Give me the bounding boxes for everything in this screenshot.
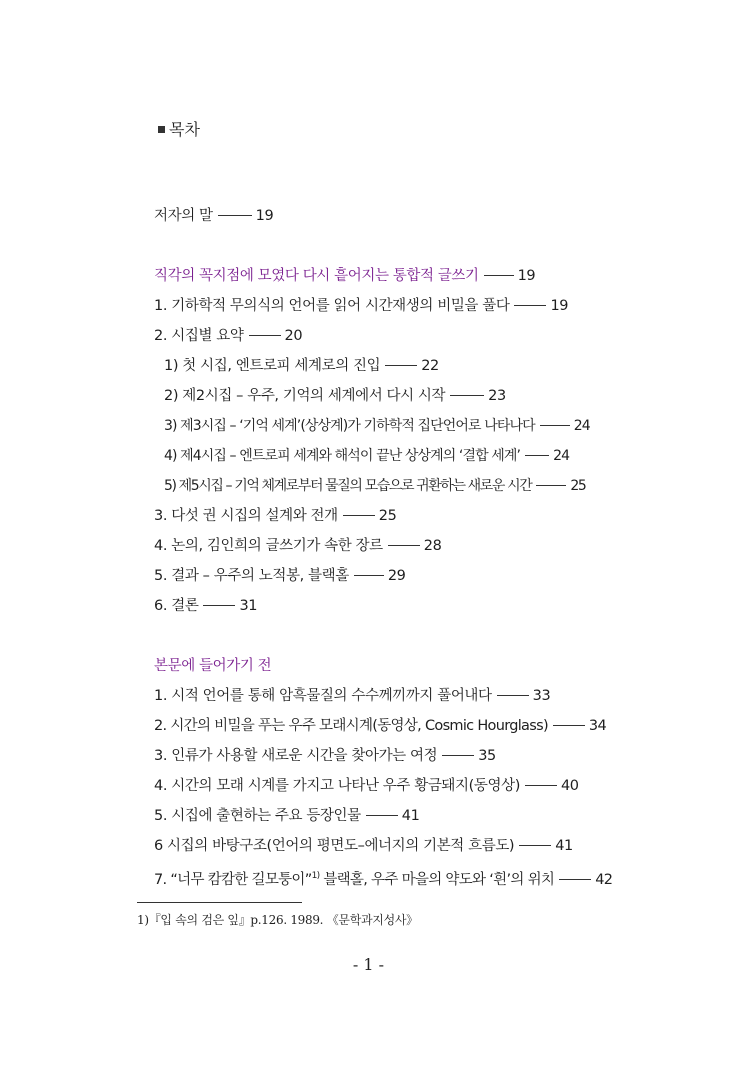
toc-entry-page: 24	[573, 418, 590, 434]
toc-section-text: 직각의 꼭지점에 모였다 다시 흩어지는 통합적 글쓰기	[154, 268, 479, 284]
toc-entry-text: 1. 시적 언어를 통해 암흑물질의 수수께끼까지 풀어내다	[154, 688, 492, 704]
toc-entry	[154, 536, 441, 556]
toc-entry-page: 42	[595, 872, 613, 888]
toc-entry	[154, 866, 612, 890]
toc-entry	[164, 476, 585, 496]
leader-line	[354, 575, 384, 576]
toc-entry	[154, 746, 496, 766]
toc-entry-page: 25	[378, 508, 397, 524]
toc-entry	[154, 326, 302, 346]
toc-entry	[154, 836, 573, 856]
leader-line	[343, 515, 375, 516]
toc-section	[154, 656, 271, 676]
toc-entry-page: 19	[550, 298, 569, 314]
page-number: - 1 -	[352, 955, 385, 974]
toc-section-text: 본문에 들어가기 전	[154, 658, 272, 674]
leader-line	[497, 695, 529, 696]
toc-entry	[154, 716, 606, 736]
toc-entry-text: 7. “너무 캄캄한 길모퉁이”	[154, 872, 312, 888]
toc-entry-page: 35	[478, 748, 496, 764]
footnote: 1)『입 속의 검은 잎』p.126. 1989. 《문학과지성사》	[137, 913, 418, 927]
footnote-marker: 1)	[311, 871, 320, 881]
toc-entry-text: 저자의 말	[154, 208, 213, 224]
leader-line	[484, 275, 514, 276]
leader-line	[385, 365, 417, 366]
toc-entry-page: 33	[532, 688, 551, 704]
leader-line	[525, 455, 549, 456]
toc-entry-page: 34	[588, 718, 606, 734]
toc-entry-text: 5. 결과 – 우주의 노적봉, 블랙홀	[154, 568, 349, 584]
toc-entry-text: 3. 다섯 권 시집의 설계와 전개	[154, 508, 338, 524]
toc-entry-page: 19	[517, 268, 536, 284]
toc-entry	[164, 386, 506, 406]
toc-entry-page: 29	[387, 568, 406, 584]
toc-entry-page: 31	[239, 598, 258, 614]
toc-entry-page: 25	[570, 478, 586, 494]
toc-entry	[154, 596, 257, 616]
toc-entry-text: 4. 논의, 김인희의 글쓰기가 속한 장르	[154, 538, 383, 554]
toc-entry-page: 24	[553, 448, 570, 464]
toc-entry-page: 40	[560, 778, 579, 794]
toc-entry	[164, 446, 569, 466]
toc-entry-text: 4. 시간의 모래 시계를 가지고 나타난 우주 황금돼지(동영상)	[154, 778, 520, 794]
leader-line	[540, 425, 570, 426]
leader-line	[559, 879, 591, 880]
toc-entry-text: 3) 제3시집 – ‘기억 세계’(상상계)가 기하학적 집단언어로 나타나다	[164, 418, 535, 434]
toc-entry-text: 블랙홀, 우주 마을의 약도와 ‘흰’의 위치	[319, 872, 555, 888]
leader-line	[525, 785, 557, 786]
toc-entry	[154, 506, 396, 526]
toc-entry-text: 5. 시집에 출현하는 주요 등장인물	[154, 808, 361, 824]
leader-line	[536, 485, 566, 486]
toc-entry-text: 1) 첫 시집, 엔트로피 세계로의 진입	[164, 358, 381, 374]
leader-line	[249, 335, 281, 336]
toc-heading-text: 목차	[169, 120, 200, 139]
toc-entry	[154, 566, 405, 586]
toc-entry-text: 1. 기하학적 무의식의 언어를 읽어 시간재생의 비밀을 풀다	[154, 298, 510, 314]
toc-entry	[154, 806, 419, 826]
toc-entry	[154, 206, 273, 226]
toc-entry	[164, 416, 590, 436]
toc-entry-text: 2. 시간의 비밀을 푸는 우주 모래시계(동영상, Cosmic Hourglass)	[154, 718, 548, 734]
toc-heading	[158, 117, 200, 140]
toc-entry-text: 5) 제5시집 – 기억 체계로부터 물질의 모습으로 귀환하는 새로운 시간	[164, 478, 532, 494]
toc-entry-page: 41	[401, 808, 420, 824]
toc-entry	[164, 356, 439, 376]
leader-line	[442, 755, 474, 756]
toc-entry-text: 6 시집의 바탕구조(언어의 평면도–에너지의 기본적 흐름도)	[154, 838, 515, 854]
leader-line	[514, 305, 546, 306]
toc-entry	[154, 686, 550, 706]
toc-entry-text: 2) 제2시집 – 우주, 기억의 세계에서 다시 시작	[164, 388, 446, 404]
toc-entry-page: 28	[423, 538, 442, 554]
square-bullet-icon	[158, 126, 165, 133]
leader-line	[553, 725, 585, 726]
toc-entry-page: 20	[284, 328, 303, 344]
toc-entry-page: 41	[555, 838, 573, 854]
leader-line	[203, 605, 235, 606]
leader-line	[388, 545, 420, 546]
toc-entry-page: 19	[255, 208, 274, 224]
toc-entry-text: 6. 결론	[154, 598, 199, 614]
toc-entry-page: 23	[488, 388, 506, 404]
leader-line	[218, 215, 252, 216]
toc-entry	[154, 296, 568, 316]
leader-line	[366, 815, 398, 816]
toc-section	[154, 266, 535, 286]
leader-line	[450, 395, 484, 396]
toc-entry-page: 22	[421, 358, 439, 374]
toc-entry-text: 4) 제4시집 – 엔트로피 세계와 해석이 끝난 상상계의 ‘결합 세계’	[164, 448, 521, 464]
toc-entry-text: 3. 인류가 사용할 새로운 시간을 찾아가는 여정	[154, 748, 438, 764]
toc-entry-text: 2. 시집별 요약	[154, 328, 244, 344]
footnote-rule	[137, 902, 302, 903]
leader-line	[519, 845, 551, 846]
toc-entry	[154, 776, 579, 796]
